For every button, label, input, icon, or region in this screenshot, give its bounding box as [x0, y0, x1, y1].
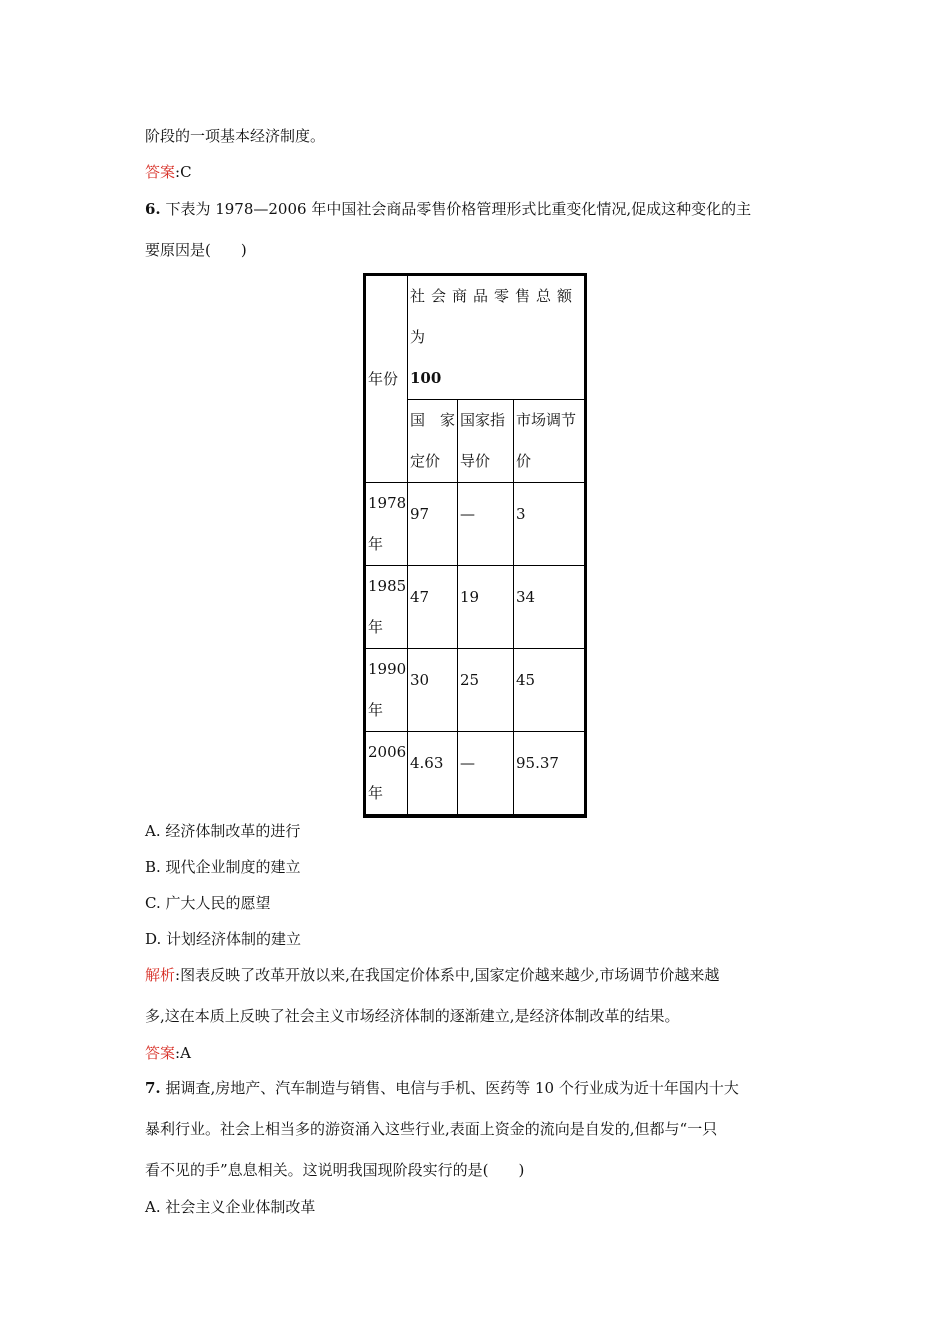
answer-label: 答案 — [145, 1044, 176, 1062]
explanation-text: :图表反映了改革开放以来,在我国定价体系中,国家定价越来越少,市场调节价越来越 — [175, 966, 720, 984]
year-cell: 1990 — [368, 660, 407, 678]
explanation-label: 解析 — [145, 966, 176, 984]
explanation-line-2: 多,这在本质上反映了社会主义市场经济体制的逐渐建立,是经济体制改革的结果。 — [145, 1007, 680, 1025]
explanation-line-1 — [145, 965, 719, 985]
col-header-1b: 定价 — [410, 452, 441, 470]
year-cell: 2006 — [368, 743, 407, 761]
question-7-line-3: 看不见的手”息息相关。这说明我国现阶段实行的是( ) — [145, 1161, 525, 1179]
col-header-market-price — [514, 400, 586, 483]
value-guide: 19 — [460, 588, 480, 606]
group-header-value: 100 — [410, 369, 442, 387]
question-6-line-1 — [145, 199, 751, 219]
question-text: 据调查,房地产、汽车制造与销售、电信与手机、医药等 10 个行业成为近十年国内十大 — [160, 1079, 739, 1097]
answer-label: 答案 — [145, 163, 176, 181]
col-header-2a: 国家指 — [460, 411, 506, 429]
year-header-cell — [365, 275, 408, 483]
year-unit: 年 — [368, 618, 384, 636]
group-header-text: 社会商品零售总额为 — [410, 287, 579, 346]
col-header-state-price — [408, 400, 458, 483]
option-b: B. 现代企业制度的建立 — [145, 858, 301, 876]
price-management-table — [363, 273, 587, 818]
value-market: 45 — [516, 671, 536, 689]
col-header-guide-price — [458, 400, 514, 483]
question-6-line-2: 要原因是( ) — [145, 241, 247, 259]
value-state: 47 — [410, 588, 430, 606]
year-cell: 1978 — [368, 494, 407, 512]
col-header-3a: 市场调节 — [516, 411, 577, 429]
answer-6 — [145, 1043, 191, 1063]
table-empty-row — [365, 815, 586, 817]
table-row — [365, 732, 586, 815]
year-unit: 年 — [368, 701, 384, 719]
value-guide: — — [460, 754, 475, 772]
value-guide: — — [460, 505, 475, 523]
question-7-line-1 — [145, 1078, 739, 1098]
year-unit: 年 — [368, 784, 384, 802]
text-line-continuation: 阶段的一项基本经济制度。 — [145, 127, 326, 145]
year-unit: 年 — [368, 535, 384, 553]
col-header-1a: 国 家 — [410, 411, 456, 429]
question-number: 7. — [145, 1079, 161, 1097]
answer-value: :A — [175, 1044, 191, 1062]
table-row — [365, 566, 586, 649]
value-market: 95.37 — [516, 754, 559, 772]
col-header-3b: 价 — [516, 452, 532, 470]
question-7-option-a: A. 社会主义企业体制改革 — [145, 1198, 316, 1216]
value-state: 4.63 — [410, 754, 444, 772]
question-text: 下表为 1978—2006 年中国社会商品零售价格管理形式比重变化情况,促成这种变化的主 — [160, 200, 752, 218]
year-header: 年份 — [368, 369, 399, 388]
table-row — [365, 649, 586, 732]
value-state: 97 — [410, 505, 430, 523]
answer-value: :C — [175, 163, 192, 181]
question-number: 6. — [145, 200, 161, 218]
col-header-2b: 导价 — [460, 452, 491, 470]
value-market: 34 — [516, 588, 536, 606]
value-state: 30 — [410, 671, 430, 689]
table-row — [365, 483, 586, 566]
value-market: 3 — [516, 505, 526, 523]
option-c: C. 广大人民的愿望 — [145, 894, 271, 912]
option-d: D. 计划经济体制的建立 — [145, 930, 302, 948]
value-guide: 25 — [460, 671, 480, 689]
group-header-cell — [408, 275, 586, 400]
option-a: A. 经济体制改革的进行 — [145, 822, 301, 840]
question-7-line-2: 暴利行业。社会上相当多的游资涌入这些行业,表面上资金的流向是自发的,但都与“一只 — [145, 1120, 718, 1138]
answer-5 — [145, 162, 192, 182]
year-cell: 1985 — [368, 577, 407, 595]
